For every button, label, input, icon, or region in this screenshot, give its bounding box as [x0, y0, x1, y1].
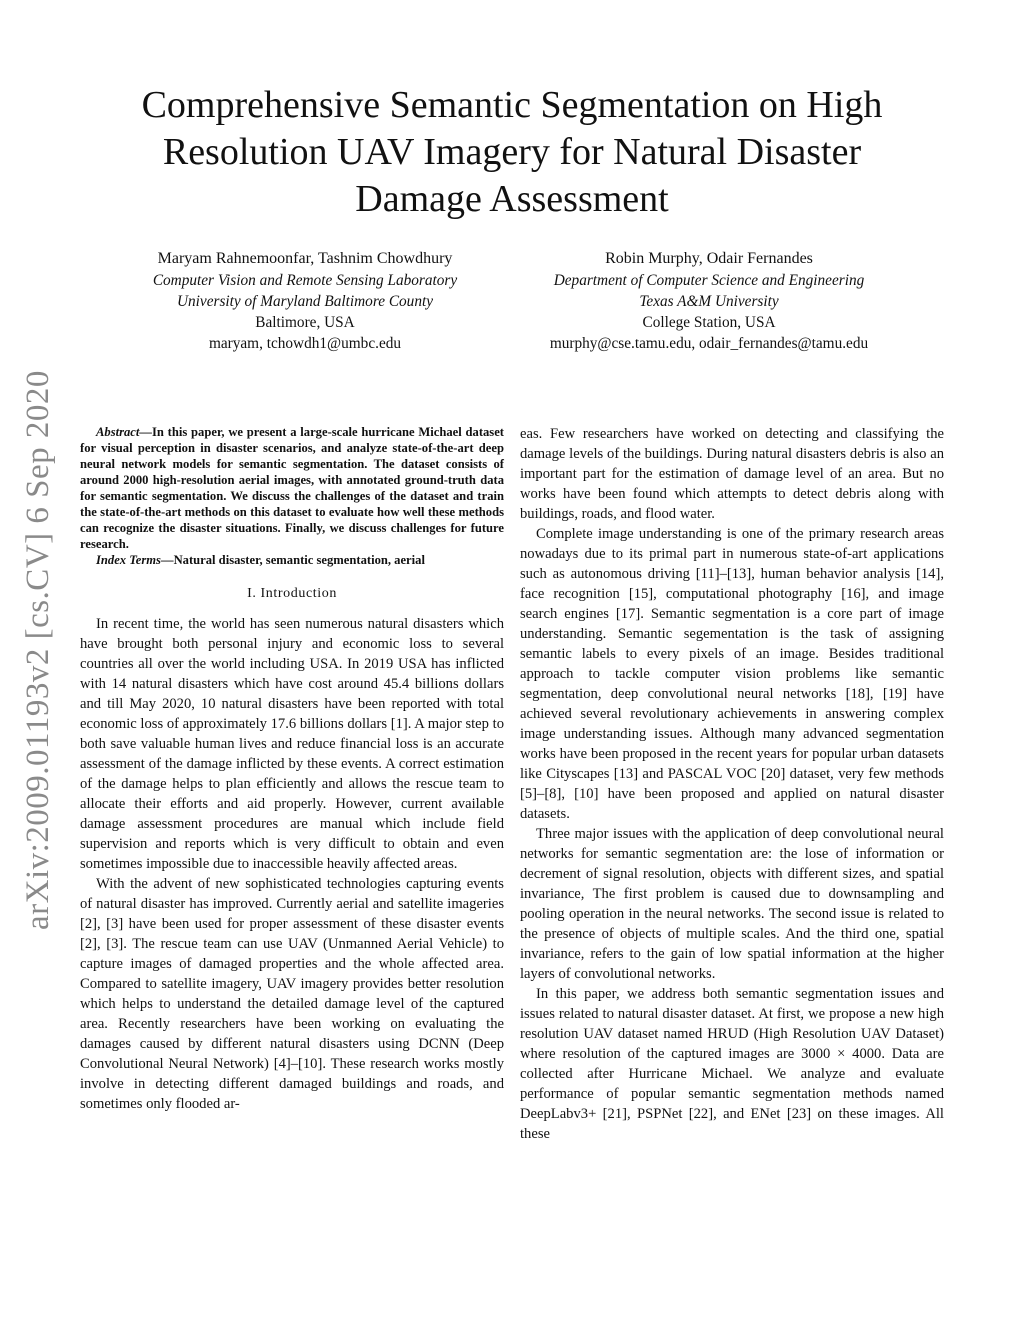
intro-paragraph-4: Complete image understanding is one of the primary research areas nowadays due to its primal part in numerous state-of-art applications such as autonomous driving [11]–[13], human behavior analysis [14], face recognition [15], computational photography [16], and image search engines [17]. Semantic segmentation is a core part of image understanding. Semantic segementation is the task of assigning semantic labels to every pixels of an image. Besides traditional approach to tackle computer vision problems like semantic segmentation, deep convolutional neural networks [18], [19] have achieved several revolutionary achievements in answering complex image understanding issues. Although many advanced segmentation works have been proposed in the recent years for popular urban datasets like Cityscapes [13] and PASCAL VOC [20] dataset, very few methods [5]–[8], [10] have been proposed and applied on natural disaster datasets. — [520, 526, 944, 822]
paper-title: Comprehensive Semantic Segmentation on High Resolution UAV Imagery for Natural Disaster Damage Assessment — [141, 84, 883, 220]
intro-paragraph-3: eas. Few researchers have worked on detecting and classifying the damage levels of the buildings. During natural disasters debris is also an important part for the estimation of damage level of an area. But no works have been found which attempts to detect debris along with buildings, roads, and flood water. — [520, 426, 944, 522]
index-terms-label: Index Terms— — [96, 553, 174, 567]
author-names: Maryam Rahnemoonfar, Tashnim Chowdhury — [157, 250, 453, 267]
index-terms-text: Natural disaster, semantic segmentation, aerial — [173, 553, 425, 567]
index-terms — [80, 552, 504, 568]
author-location: Baltimore, USA — [255, 314, 355, 331]
intro-paragraph-6: In this paper, we address both semantic segmentation issues and issues related to natural disaster dataset. At first, we propose a new high resolution UAV dataset named HRUD (High Resolution UAV Dataset) where resolution of the captured images are 3000 × 4000. Data are collected after Hurricane Michael. We analyze and evaluate performance of popular semantic segmentation methods named DeepLabv3+ [21], PSPNet [22], and ENet [23] on these images. All these — [520, 986, 944, 1142]
right-column — [520, 424, 944, 1144]
section-heading-introduction: I. Introduction — [247, 586, 337, 601]
intro-paragraph-2: With the advent of new sophisticated technologies capturing events of natural disaster has improved. Currently aerial and satellite imageries [2], [3] have been used for proper assessment of these disaster events [2], [3]. The rescue team can use UAV (Unmanned Aerial Vehicle) to capture images of damaged properties and the whole affected area. Compared to satellite imagery, UAV imagery provides better resolution which helps to understand the detailed damage level of the captured area. Recently researchers have been working on evaluating the damages caused by different natural disasters using DCNN (Deep Convolutional Neural Network) [4]–[10]. These research works mostly involve in detecting different damaged buildings and roads, and sometimes only flooded ar- — [80, 876, 504, 1112]
abstract-text: In this paper, we present a large-scale hurricane Michael dataset for visual perception in disaster scenarios, and analyze state-of-the-art deep neural network models for semantic segmentation. The dataset consists of around 2000 high-resolution aerial images, with annotated ground-truth data for semantic segmentation. We discuss the challenges of the dataset and train the state-of-the-art methods on this dataset to evaluate how well these methods can recognize the disaster situations. Finally, we discuss challenges for future research. — [80, 425, 504, 551]
author-location: College Station, USA — [642, 314, 776, 331]
abstract — [80, 424, 504, 552]
author-email: maryam, tchowdh1@umbc.edu — [208, 335, 402, 352]
author-block-right — [504, 248, 914, 354]
author-affiliation-university: University of Maryland Baltimore County — [176, 293, 434, 310]
intro-paragraph-1: In recent time, the world has seen numerous natural disasters which have brought both personal injury and economic loss to several countries all over the world including USA. In 2019 USA has inflicted with 14 natural disasters which have cost around 45.4 billions dollars and till May 2020, 10 natural disasters have been reported with total economic loss of approximately 17.6 billions dollars [1]. A major step to both save valuable human lives and reduce financial loss is an accurate assessment of the damage inflicted by these events. A correct estimation of the damage helps to plan efficiently and allows the rescue team to allocate their efforts and aid properly. However, current available damage assessment procedures are manual which include field supervision and reports which is very difficult to obtain and even sometimes impossible due to inaccessible heavily affected areas. — [80, 616, 504, 872]
author-affiliation-lab: Computer Vision and Remote Sensing Laboratory — [152, 272, 458, 289]
arxiv-identifier: arXiv:2009.01193v2 [cs.CV] 6 Sep 2020 — [20, 370, 56, 930]
author-block-left — [100, 248, 510, 354]
author-affiliation-university: Texas A&M University — [639, 293, 779, 310]
abstract-label: Abstract— — [96, 425, 152, 439]
author-names: Robin Murphy, Odair Fernandes — [605, 250, 813, 267]
left-column — [80, 424, 504, 1114]
author-email: murphy@cse.tamu.edu, odair_fernandes@tamu.edu — [549, 335, 869, 352]
author-affiliation-department: Department of Computer Science and Engineering — [553, 272, 865, 289]
intro-paragraph-5: Three major issues with the application of deep convolutional neural networks for semantic segmentation are: the lose of information or decrement of signal resolution, objects with different sizes, and spatial invariance, The first problem is caused due to downsampling and pooling operation in the neural networks. The second issue is related to the presence of objects of multiple scales. And the third one, spatial invariance, refers to the gain of low spatial information at the higher layers of convolutional networks. — [520, 826, 944, 982]
